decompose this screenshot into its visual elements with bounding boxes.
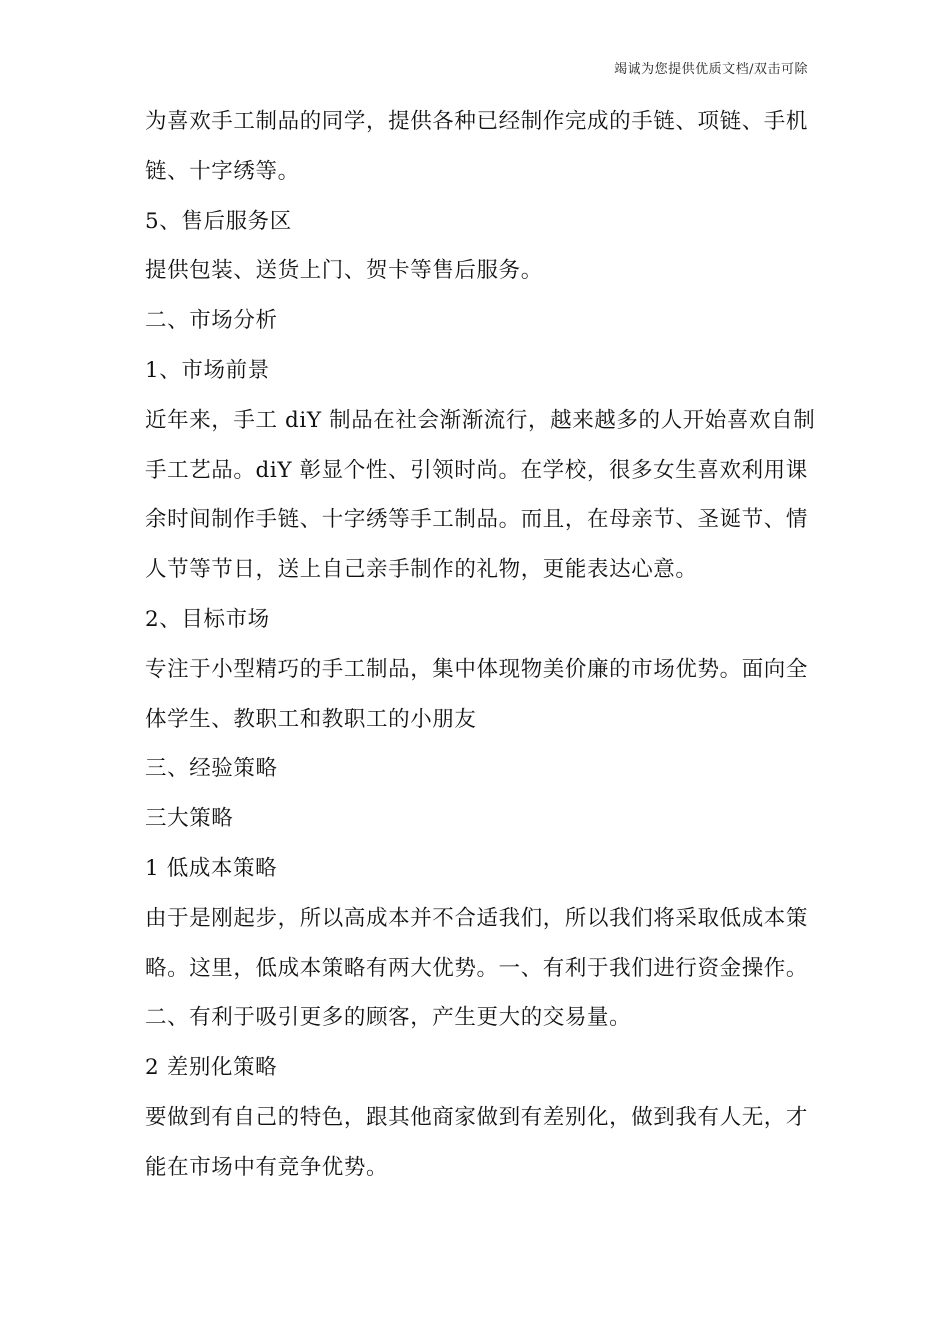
text-line: 提供包装、送货上门、贺卡等售后服务。 bbox=[145, 258, 543, 284]
section-heading: 二、市场分析 bbox=[145, 308, 278, 334]
section-heading: 2 差别化策略 bbox=[145, 1055, 278, 1081]
text-line: 略。这里，低成本策略有两大优势。一、有利于我们进行资金操作。 bbox=[145, 955, 809, 981]
text-line: 能在市场中有竞争优势。 bbox=[145, 1154, 389, 1180]
text-line: 体学生、教职工和教职工的小朋友 bbox=[145, 706, 477, 732]
section-heading: 2、目标市场 bbox=[145, 606, 270, 632]
section-heading: 三、经验策略 bbox=[145, 756, 278, 782]
text-line: 链、十字绣等。 bbox=[145, 158, 300, 184]
text-line: 人节等节日，送上自己亲手制作的礼物，更能表达心意。 bbox=[145, 557, 698, 583]
header-note: 竭诚为您提供优质文档/双击可除 bbox=[614, 62, 808, 77]
text-line: 余时间制作手链、十字绣等手工制品。而且，在母亲节、圣诞节、情 bbox=[145, 507, 809, 533]
text-line: 二、有利于吸引更多的顾客，产生更大的交易量。 bbox=[145, 1005, 632, 1031]
text-line: 专注于小型精巧的手工制品，集中体现物美价廉的市场优势。面向全 bbox=[145, 656, 809, 682]
text-line: 为喜欢手工制品的同学，提供各种已经制作完成的手链、项链、手机 bbox=[145, 109, 809, 134]
document-body bbox=[145, 97, 825, 1193]
text-line: 手工艺品。diY 彰显个性、引领时尚。在学校，很多女生喜欢利用课 bbox=[145, 457, 808, 483]
section-heading: 5、售后服务区 bbox=[145, 208, 292, 234]
section-heading: 三大策略 bbox=[145, 806, 234, 832]
text-line: 要做到有自己的特色，跟其他商家做到有差别化，做到我有人无，才 bbox=[145, 1104, 809, 1130]
text-line: 由于是刚起步，所以高成本并不合适我们，所以我们将采取低成本策 bbox=[145, 905, 809, 931]
section-heading: 1、市场前景 bbox=[145, 357, 270, 383]
section-heading: 1 低成本策略 bbox=[145, 855, 278, 881]
text-line: 近年来，手工 diY 制品在社会渐渐流行，越来越多的人开始喜欢自制 bbox=[145, 407, 816, 433]
